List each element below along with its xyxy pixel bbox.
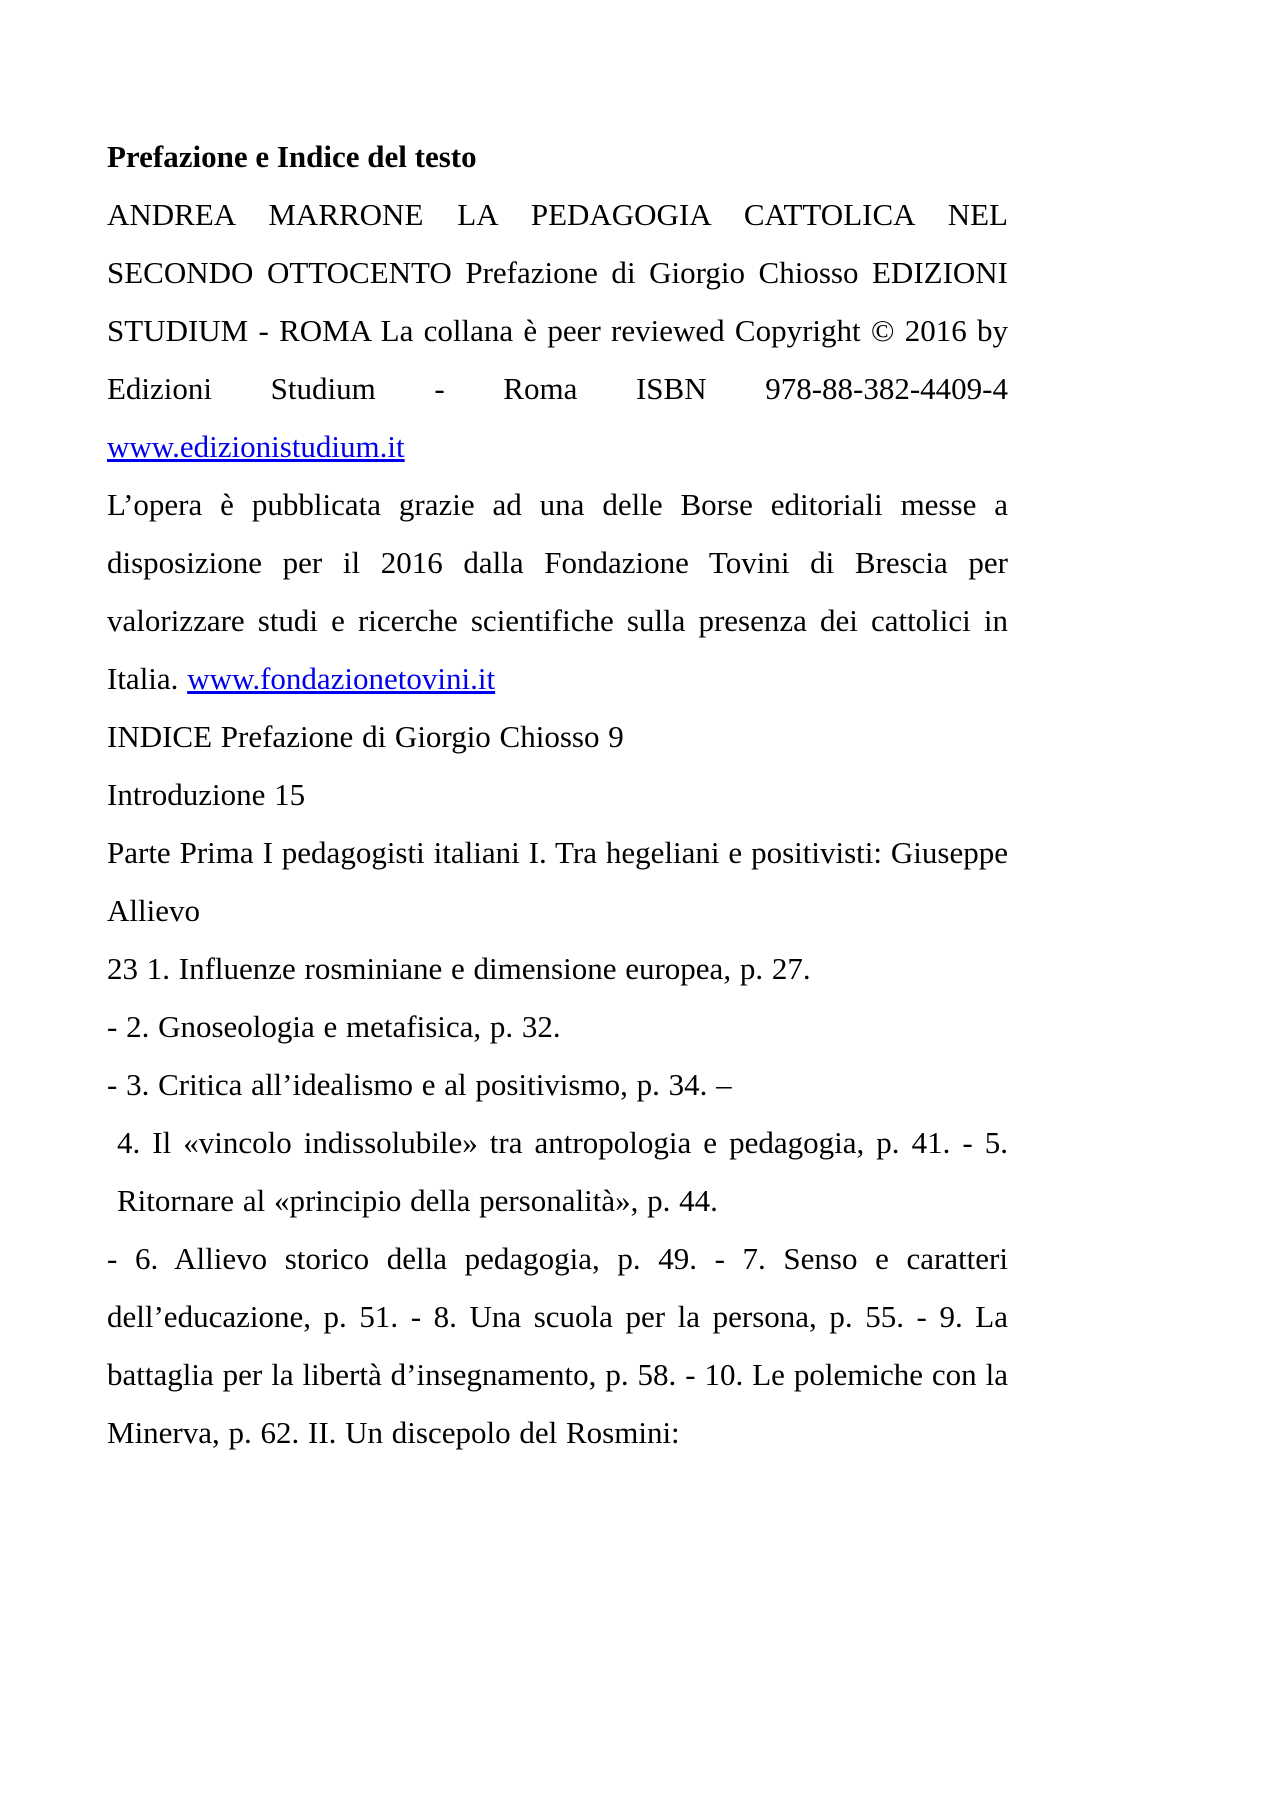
funding-text: L’opera è pubblicata grazie ad una delle Borse editoriali messe a disposizione per il 2016 dalla Fondazione Tovini di Brescia per valorizzare studi e ricerche scientifiche sulla presenza dei cattolici in Italia.: [107, 487, 1008, 696]
index-item-1: 23 1. Influenze rosminiane e dimensione europea, p. 27.: [107, 951, 811, 986]
index-item-3: - 3. Critica all’idealismo e al positivismo, p. 34. –: [107, 1067, 732, 1102]
paragraph-funding: [107, 476, 1008, 708]
paragraph-introduzione: Introduzione 15: [107, 777, 306, 812]
index-item-4-5: 4. Il «vincolo indissolubile» tra antropologia e pedagogia, p. 41. - 5. Ritornare al «principio della personalità», p. 44.: [117, 1125, 1008, 1218]
paragraph-indice-prefazione: INDICE Prefazione di Giorgio Chiosso 9: [107, 719, 624, 754]
link-fondazionetovini[interactable]: www.fondazionetovini.it: [187, 661, 496, 696]
paragraph-parte-prima: Parte Prima I pedagogisti italiani I. Tra hegeliani e positivisti: Giuseppe Allievo: [107, 835, 1008, 928]
link-edizionistudium[interactable]: www.edizionistudium.it: [107, 429, 405, 464]
document-heading: Prefazione e Indice del testo: [107, 139, 477, 174]
paragraph-book-info: [107, 186, 1008, 476]
book-info-text: ANDREA MARRONE LA PEDAGOGIA CATTOLICA NEL SECONDO OTTOCENTO Prefazione di Giorgio Chiosso EDIZIONI STUDIUM - ROMA La collana è peer reviewed Copyright © 2016 by Edizioni Studium - Roma ISBN 978-88-382-4409-4: [107, 197, 1008, 406]
index-item-2: - 2. Gnoseologia e metafisica, p. 32.: [107, 1009, 561, 1044]
index-item-6-10: - 6. Allievo storico della pedagogia, p. 49. - 7. Senso e caratteri dell’educazione, p. 51. - 8. Una scuola per la persona, p. 55. - 9. La battaglia per la libertà d’insegnamento, p. 58. - 10. Le polemiche con la Minerva, p. 62. II. Un discepolo del Rosmini:: [107, 1241, 1008, 1450]
